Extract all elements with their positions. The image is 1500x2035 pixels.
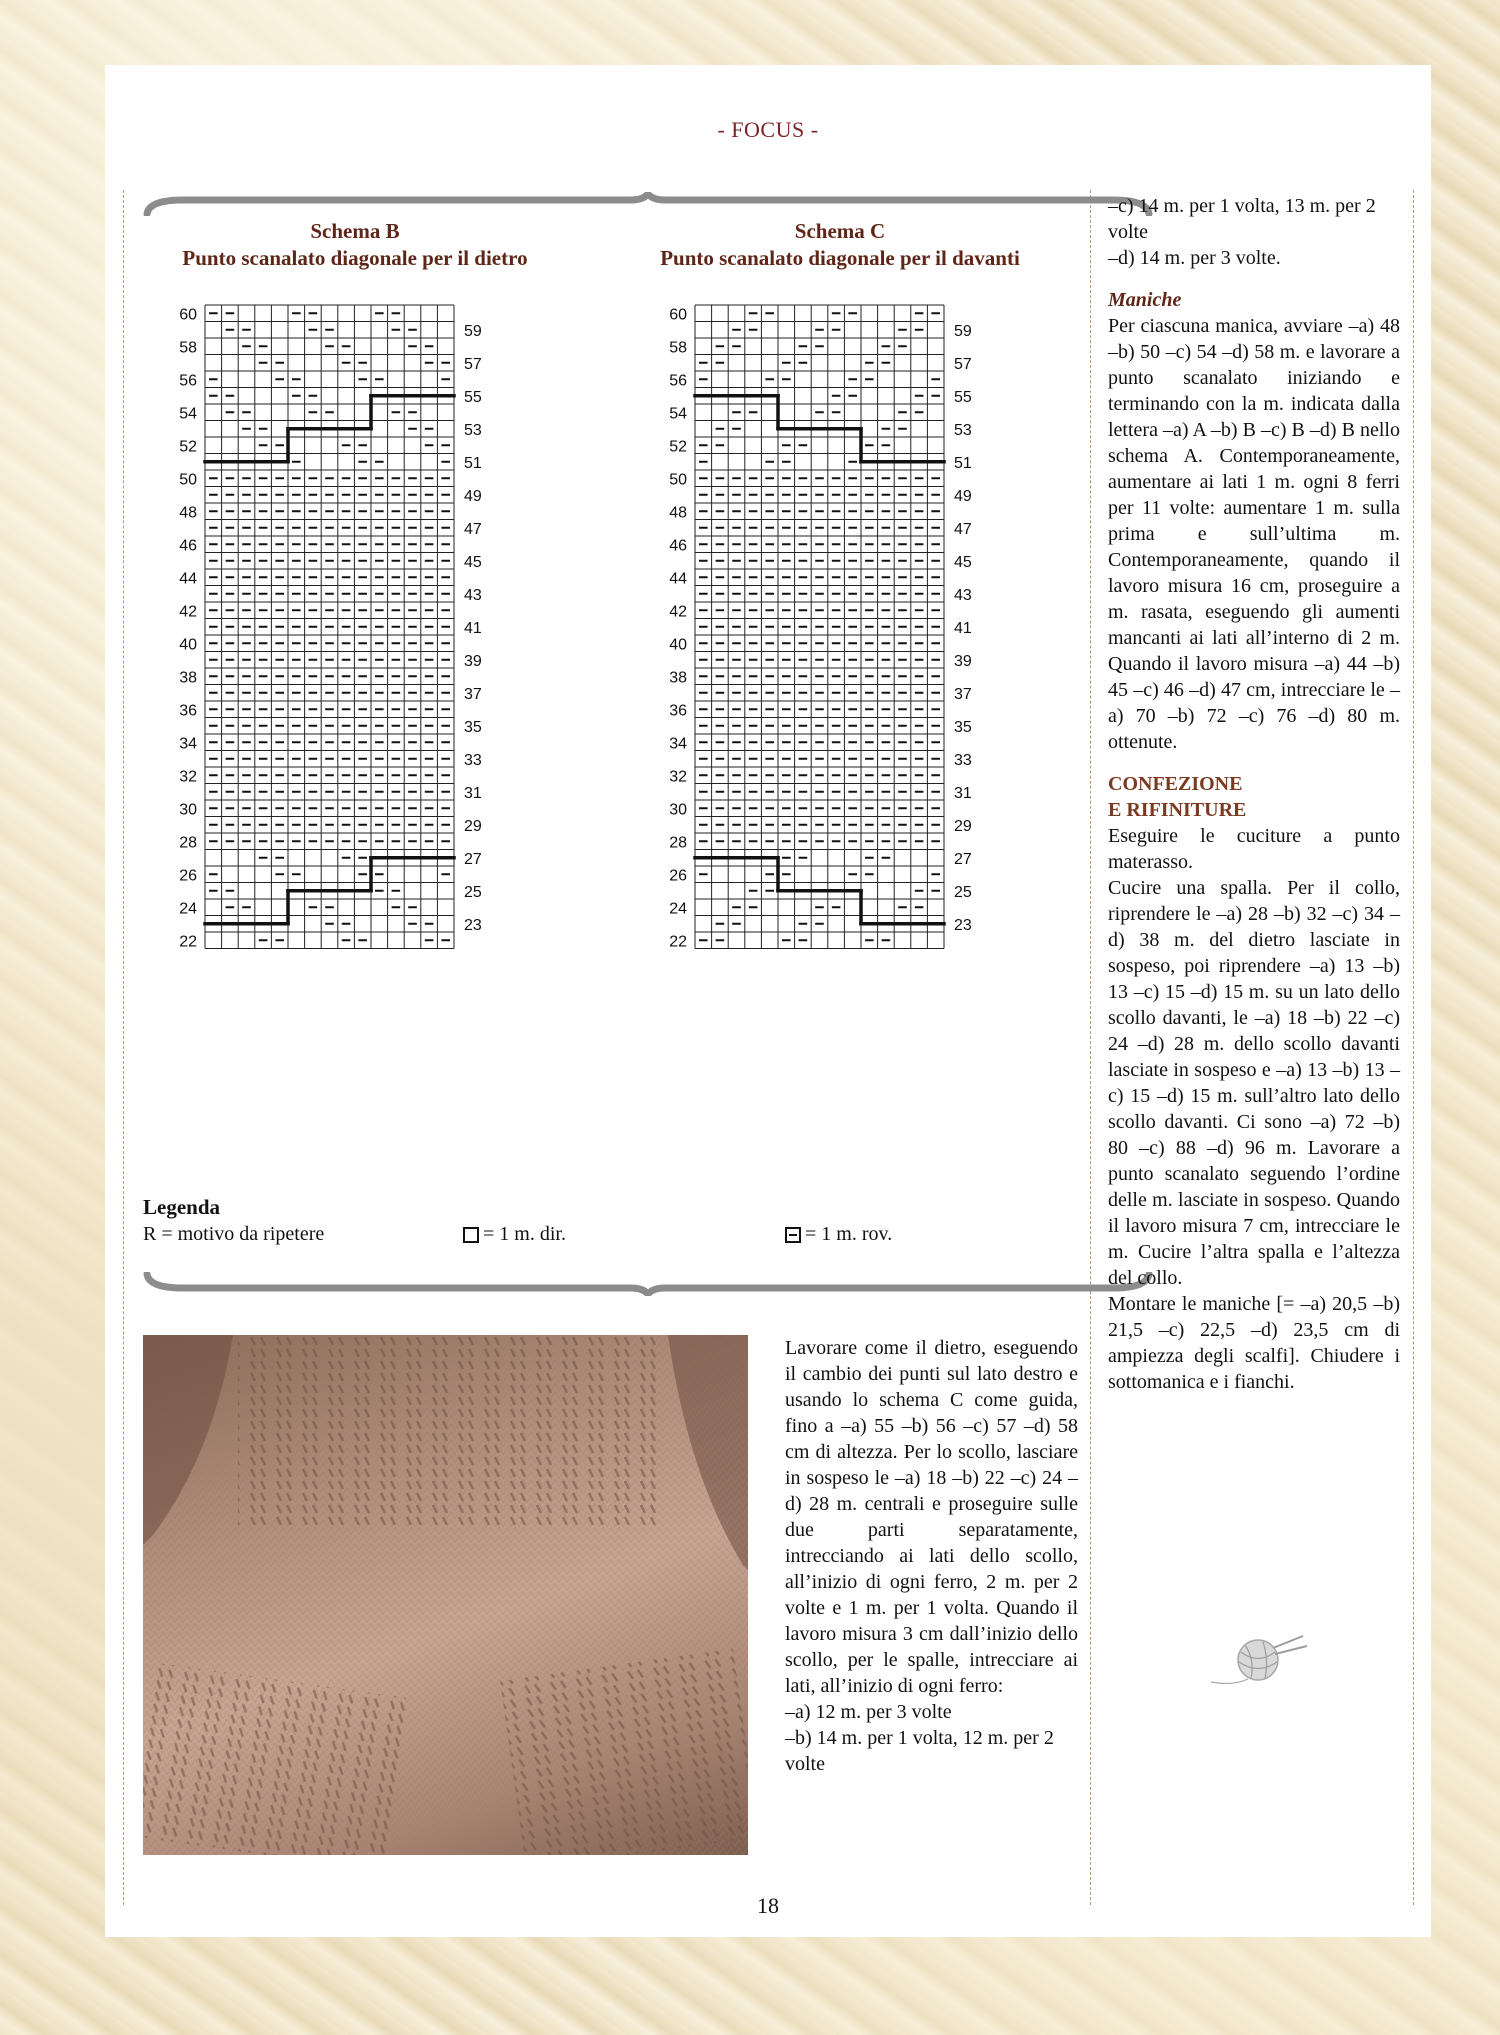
row-label-left: 58 — [179, 339, 197, 357]
row-label-right: 35 — [954, 718, 972, 736]
row-label-right: 41 — [464, 619, 482, 637]
dash-square-icon — [785, 1227, 801, 1243]
row-label-left: 50 — [669, 471, 687, 489]
row-label-right: 43 — [954, 586, 972, 604]
shoulder-list-item: –c) 14 m. per 1 volta, 13 m. per 2 volte — [1108, 195, 1376, 243]
row-label-left: 56 — [669, 372, 687, 390]
row-label-left: 42 — [669, 603, 687, 621]
row-label-left: 60 — [669, 306, 687, 324]
row-label-left: 26 — [669, 867, 687, 885]
right-rule — [1413, 190, 1414, 1905]
row-label-right: 59 — [464, 322, 482, 340]
schema-c-title: Schema C — [794, 219, 886, 243]
left-rule — [123, 190, 124, 1905]
row-label-left: 22 — [669, 933, 687, 951]
row-label-right: 37 — [464, 685, 482, 703]
row-label-right: 51 — [464, 454, 482, 472]
row-label-left: 54 — [179, 405, 197, 423]
row-label-right: 41 — [954, 619, 972, 637]
row-label-left: 34 — [669, 735, 687, 753]
row-label-left: 42 — [179, 603, 197, 621]
row-label-right: 55 — [954, 388, 972, 406]
legend-rov — [785, 1223, 892, 1246]
row-label-right: 33 — [464, 751, 482, 769]
front-instructions-text: Lavorare come il dietro, eseguendo il cambio dei punti sul lato destro e usando lo schema C come guida, fino a –a) 55 –b) 56 –c) 57 –d) 58 cm di altezza. Per lo scollo, lasciare in sospeso le –a) 18 –b) 22 –c) 24 –d) 28 m. centrali e proseguire sulle due parti separatamente, intrecciando ai lati dello scollo, all’inizio di ogni ferro, 2 m. per 2 volte e 1 m. per 1 volta. Quando il lavoro misura 3 cm dall’inizio dello scollo, per le spalle, intrecciare ai lati, all’inizio di ogni ferro: — [785, 1337, 1078, 1697]
sweater-photo — [143, 1335, 748, 1855]
row-label-left: 56 — [179, 372, 197, 390]
front-list-item: –a) 12 m. per 3 volte — [785, 1701, 952, 1723]
purl-marks — [209, 313, 450, 940]
row-label-right: 35 — [464, 718, 482, 736]
legend-dir — [463, 1223, 566, 1246]
row-label-left: 54 — [669, 405, 687, 423]
right-column — [1108, 193, 1400, 1395]
spacer — [1108, 271, 1400, 287]
schema-b-heading — [135, 218, 575, 272]
magazine-page — [105, 65, 1431, 1937]
row-label-left: 40 — [669, 636, 687, 654]
row-label-left: 32 — [669, 768, 687, 786]
row-label-left: 30 — [179, 801, 197, 819]
row-label-right: 43 — [464, 586, 482, 604]
column-rule — [1090, 190, 1091, 1905]
legend-repeat-label: R = motivo da ripetere — [143, 1223, 325, 1245]
row-label-right: 25 — [954, 883, 972, 901]
row-label-right: 37 — [954, 685, 972, 703]
page-header: - FOCUS - — [717, 117, 819, 142]
row-label-right: 53 — [954, 421, 972, 439]
legend-rov-label: = 1 m. rov. — [805, 1223, 893, 1245]
row-label-left: 40 — [179, 636, 197, 654]
row-label-left: 24 — [179, 900, 197, 918]
row-label-left: 52 — [179, 438, 197, 456]
schema-c-chart — [640, 297, 1040, 1157]
row-label-left: 36 — [179, 702, 197, 720]
row-label-right: 51 — [954, 454, 972, 472]
row-label-right: 23 — [954, 916, 972, 934]
row-label-right: 57 — [954, 355, 972, 373]
front-instructions — [785, 1335, 1078, 1777]
schema-b-chart — [150, 297, 550, 1157]
confezione-heading-1: CONFEZIONE — [1108, 773, 1243, 795]
row-label-right: 45 — [954, 553, 972, 571]
row-label-right: 45 — [464, 553, 482, 571]
row-label-right: 57 — [464, 355, 482, 373]
front-list-item: –b) 14 m. per 1 volta, 12 m. per 2 volte — [785, 1727, 1054, 1775]
legend-title: Legenda — [143, 1195, 221, 1219]
row-label-left: 22 — [179, 933, 197, 951]
row-label-right: 29 — [954, 817, 972, 835]
maniche-text: Per ciascuna manica, avviare –a) 48 –b) 50 –c) 54 –d) 58 m. e lavorare a punto scanalato iniziando e terminando con la m. indicata dalla lettera –a) A –b) B –c) B –d) B nello schema A. Contemporaneamente, aumentare ai lati 1 m. ogni 8 ferri per 11 volte: aumentare 1 m. sulla prima e sull’ultima m. Contemporaneamente, quando il lavoro misura 16 cm, proseguire a m. rasata, eseguendo gli aumenti mancanti ai lati all’interno di 2 m. Quando il lavoro misura –a) 44 –b) 45 –c) 46 –d) 47 cm, intrecciare le –a) 70 –b) 72 –c) 76 –d) 80 m. ottenute. — [1108, 315, 1400, 753]
legend-dir-label: = 1 m. dir. — [483, 1223, 566, 1245]
row-label-right: 25 — [464, 883, 482, 901]
knit-texture-image — [143, 1335, 748, 1855]
row-label-left: 48 — [179, 504, 197, 522]
shoulder-list-item: –d) 14 m. per 3 volte. — [1108, 247, 1281, 269]
schema-c-heading — [620, 218, 1060, 272]
row-label-right: 31 — [464, 784, 482, 802]
row-label-left: 34 — [179, 735, 197, 753]
row-label-left: 44 — [669, 570, 687, 588]
row-label-left: 26 — [179, 867, 197, 885]
top-bracket — [143, 192, 1153, 216]
row-label-left: 48 — [669, 504, 687, 522]
row-label-right: 49 — [954, 487, 972, 505]
maniche-heading: Maniche — [1108, 289, 1182, 311]
confezione-text-3: Montare le maniche [= –a) 20,5 –b) 21,5 –c) 22,5 –d) 23,5 cm di ampiezza degli scalfi]. Chiudere i sottomanica e i fianchi. — [1108, 1293, 1400, 1393]
purl-marks — [699, 313, 940, 940]
row-label-left: 28 — [179, 834, 197, 852]
row-label-right: 55 — [464, 388, 482, 406]
row-label-left: 58 — [669, 339, 687, 357]
schema-c-subtitle: Punto scanalato diagonale per il davanti — [660, 246, 1020, 270]
row-label-right: 39 — [954, 652, 972, 670]
row-label-left: 52 — [669, 438, 687, 456]
schema-b-title: Schema B — [310, 219, 400, 243]
row-label-left: 38 — [179, 669, 197, 687]
row-label-right: 47 — [954, 520, 972, 538]
row-label-left: 30 — [669, 801, 687, 819]
row-label-right: 39 — [464, 652, 482, 670]
page-number: 18 — [757, 1893, 779, 1918]
row-label-left: 28 — [669, 834, 687, 852]
confezione-text-2: Cucire una spalla. Per il collo, riprendere le –a) 28 –b) 32 –c) 34 –d) 38 m. del dietro lasciate in sospeso, poi riprendere –a) 13 –b) 13 –c) 15 –d) 15 m. su un lato dello scollo davanti, le –a) 18 –b) 22 –c) 24 –d) 28 m. dello scollo davanti lasciate in sospeso e –a) 13 –b) 13 –c) 15 –d) 15 m. sull’altro lato dello scollo davanti. Ci sono –a) 72 –b) 80 –c) 88 –d) 96 m. Lavorare a punto scanalato seguendo l’ordine delle m. lasciate in sospeso. Quando il lavoro misura 7 cm, intrecciare le m. Cucire l’altra spalla e l’altezza del collo. — [1108, 877, 1400, 1289]
confezione-text-1: Eseguire le cuciture a punto materasso. — [1108, 825, 1400, 873]
schema-b-subtitle: Punto scanalato diagonale per il dietro — [182, 246, 528, 270]
legend-repeat — [143, 1223, 324, 1246]
row-label-left: 46 — [669, 537, 687, 555]
row-label-right: 23 — [464, 916, 482, 934]
bottom-bracket — [143, 1272, 1153, 1296]
row-label-right: 53 — [464, 421, 482, 439]
empty-square-icon — [463, 1227, 479, 1243]
yarn-ball-icon — [1203, 1630, 1313, 1690]
confezione-heading-2: E RIFINITURE — [1108, 799, 1247, 821]
row-label-right: 47 — [464, 520, 482, 538]
row-label-right: 33 — [954, 751, 972, 769]
row-label-left: 46 — [179, 537, 197, 555]
spacer — [1108, 755, 1400, 771]
row-label-right: 31 — [954, 784, 972, 802]
row-label-right: 27 — [464, 850, 482, 868]
row-label-left: 36 — [669, 702, 687, 720]
row-label-right: 59 — [954, 322, 972, 340]
row-label-left: 38 — [669, 669, 687, 687]
row-label-right: 49 — [464, 487, 482, 505]
row-label-left: 60 — [179, 306, 197, 324]
row-label-left: 24 — [669, 900, 687, 918]
row-label-left: 44 — [179, 570, 197, 588]
row-label-left: 50 — [179, 471, 197, 489]
row-label-right: 29 — [464, 817, 482, 835]
row-label-right: 27 — [954, 850, 972, 868]
row-label-left: 32 — [179, 768, 197, 786]
